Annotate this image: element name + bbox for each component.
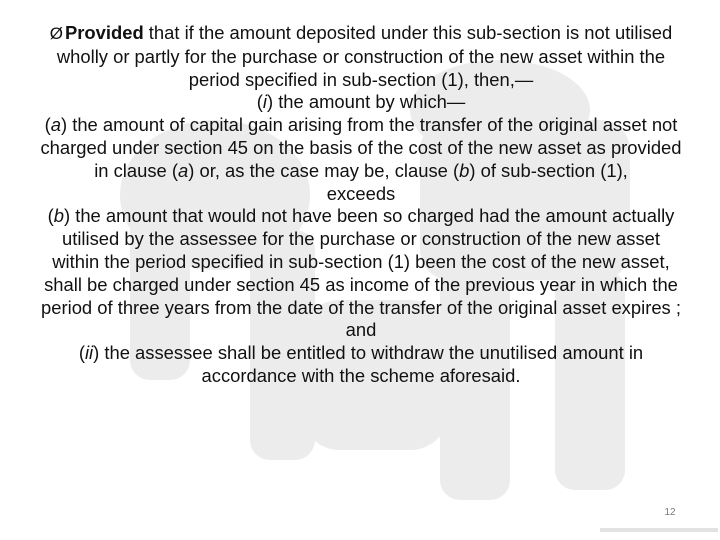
clause-a: (a) the amount of capital gain arising from the transfer of the original asset not charged under section 45 on the basis of the cost of the new asset as provided in clause (a) or, as the case may be, clause (b) of sub-section (1),	[40, 114, 682, 181]
provided-keyword: Provided	[64, 22, 144, 43]
exceeds-line: exceeds	[326, 182, 396, 204]
clause-b: (b) the amount that would not have been so charged had the amount actually utilised by the assessee for the purchase or construction of the new asset within the period specified in sub-section (1) been the cost of the new asset,	[47, 205, 675, 272]
proviso-paragraph	[36, 22, 686, 91]
clause-ii: (ii) the assessee shall be entitled to withdraw the unutilised amount in accordance with the scheme aforesaid.	[78, 342, 644, 386]
arrow-bullet-icon: Ø	[49, 24, 63, 43]
charged-paragraph: shall be charged under section 45 as income of the previous year in which the period of three years from the date of the transfer of the original asset expires ; and	[41, 273, 681, 341]
clause-i: (i) the amount by which—	[256, 91, 466, 113]
proviso-text: that if the amount deposited under this sub-section is not utilised wholly or partly for the purchase or construction of the new asset within the period specified in sub-section (1), then,—	[56, 22, 673, 90]
footer-watermark-strip	[600, 526, 718, 534]
page-number: 12	[664, 507, 676, 518]
slide-body-text	[36, 22, 686, 388]
